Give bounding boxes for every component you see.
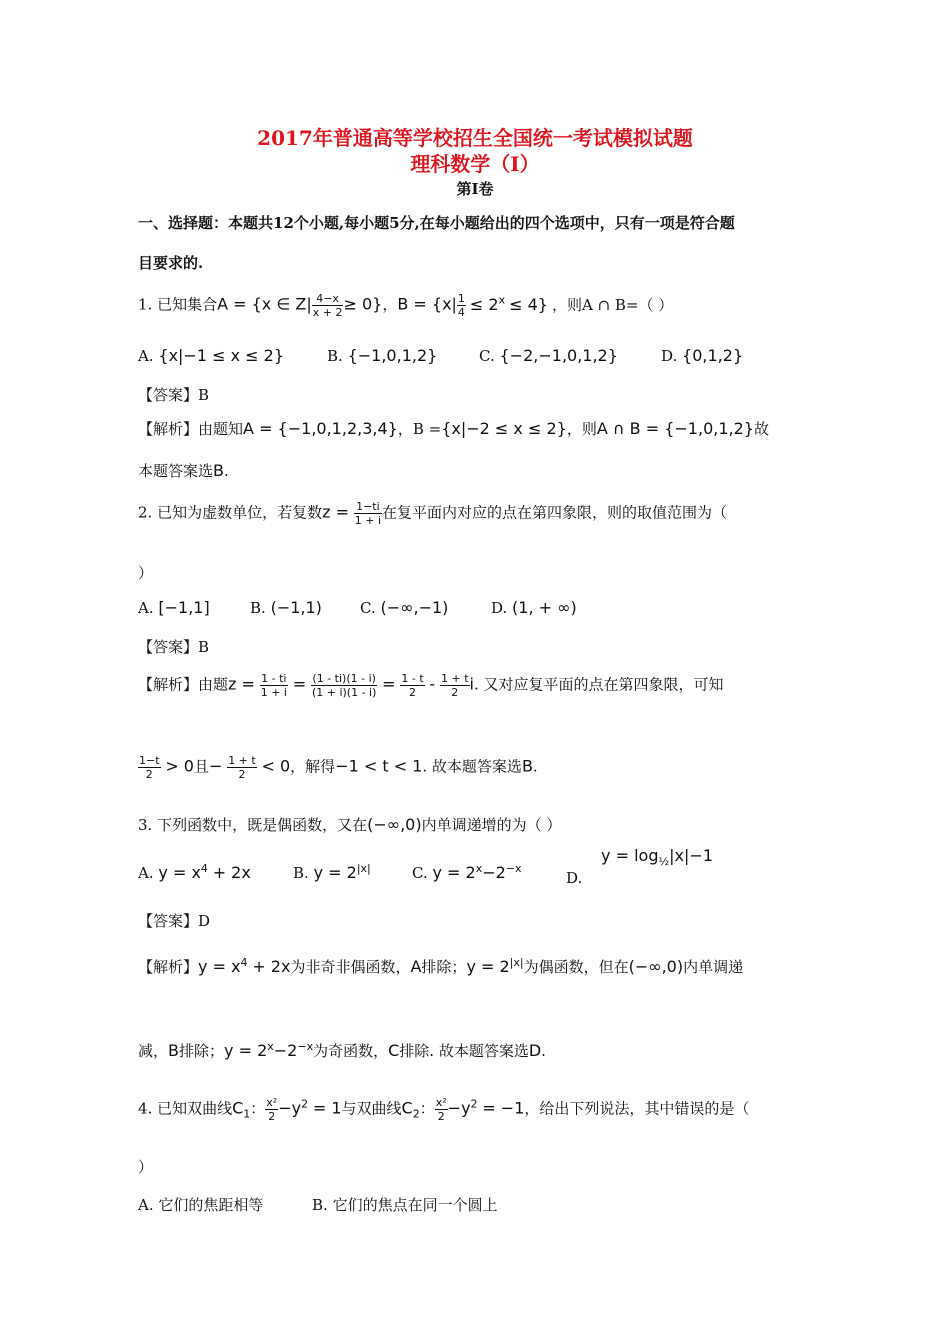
q4-colon-1: ： bbox=[250, 1099, 266, 1118]
q2-l2-range: −1 < t < 1 bbox=[335, 756, 423, 776]
q3-option-c-mid: −2 bbox=[482, 863, 506, 882]
q2-z-denominator: 1 + i bbox=[354, 514, 382, 527]
q2-l2-dot: . bbox=[532, 757, 538, 776]
q4-curve-c1: C bbox=[232, 1098, 244, 1118]
q4-curve-c1-subscript: 1 bbox=[243, 1107, 251, 1121]
q2-stem-text: 2. 已知为虚数单位，若复数 bbox=[138, 503, 323, 522]
q2-option-c-text: (−∞,−1) bbox=[380, 598, 449, 617]
document-title: 2017年普通高等学校招生全国统一考试模拟试题 bbox=[257, 126, 693, 150]
q1-ask: ，则A ∩ B=（ ） bbox=[551, 295, 674, 314]
q3-analysis-fn-a-exponent: 4 bbox=[240, 956, 248, 969]
q2-l2-f1-denominator: 2 bbox=[145, 768, 153, 781]
q2-l2-minus: − bbox=[209, 756, 223, 776]
q1-set-b-exponent: x bbox=[498, 293, 506, 307]
q3-analysis-letter-a: A bbox=[410, 957, 422, 976]
q4-stem-text: 4. 已知双曲线 bbox=[138, 1099, 233, 1118]
q1-set-b-numerator: 1 bbox=[457, 292, 465, 305]
q4-curve-c2: C bbox=[401, 1098, 413, 1118]
q2-l2-and: 且 bbox=[193, 757, 209, 776]
q2-option-b-text: (−1,1) bbox=[270, 598, 322, 617]
q3-l2-text-4: 排除. 故本题答案选 bbox=[399, 1042, 529, 1060]
q2-z: z = bbox=[322, 502, 349, 522]
q3-analysis-fn-b-exponent: |x| bbox=[509, 956, 524, 969]
q3-option-d[interactable] bbox=[566, 846, 713, 887]
q1-analysis-text: 由题知 bbox=[198, 420, 244, 438]
q1-set-b: B = {x| bbox=[397, 294, 457, 314]
q2-analysis-label: 【解析】 bbox=[138, 675, 199, 694]
q1-stem-text: 1. 已知集合 bbox=[138, 295, 218, 314]
q3-analysis-text-a: 为非奇非偶函数， bbox=[290, 958, 411, 976]
q3-option-c-label: C. bbox=[412, 864, 428, 882]
q3-interval: (−∞,0) bbox=[367, 815, 422, 834]
question-3-stem bbox=[138, 814, 561, 835]
q3-l2-exponent-1: x bbox=[267, 1040, 274, 1053]
q1-option-b-text: {−1,0,1,2} bbox=[347, 346, 438, 365]
q2-l2-f1-numerator: 1−t bbox=[139, 754, 160, 767]
q3-analysis-line2 bbox=[138, 1040, 546, 1061]
q2-l2-f2-numerator: 1 + t bbox=[228, 754, 256, 767]
question-4-stem bbox=[138, 1096, 749, 1123]
q2-option-d-text: (1, + ∞) bbox=[512, 598, 577, 617]
q1-analysis-set-a: A = {−1,0,1,2,3,4} bbox=[243, 419, 398, 438]
q3-option-a-base: y = x bbox=[158, 863, 201, 882]
q2-analysis-fraction-1 bbox=[260, 672, 288, 699]
q3-l2-letter-c: C bbox=[388, 1041, 400, 1060]
q2-imaginary-i: i bbox=[469, 674, 474, 694]
q4-stem-close: ） bbox=[138, 1158, 154, 1176]
q1-set-a-denominator: x + 2 bbox=[312, 306, 343, 319]
q2-option-c[interactable] bbox=[360, 598, 448, 617]
q2-f2-denominator: (1 + i)(1 - i) bbox=[311, 686, 377, 699]
q3-l2-exponent-2: −x bbox=[297, 1040, 314, 1053]
q2-minus: - bbox=[429, 674, 436, 694]
q2-f3-numerator: 1 - t bbox=[401, 672, 424, 685]
q2-answer: 【答案】B bbox=[138, 638, 210, 656]
q2-option-b-label: B. bbox=[250, 599, 266, 617]
q1-set-b-fraction bbox=[457, 292, 466, 319]
q1-option-c[interactable] bbox=[479, 346, 618, 365]
q3-l2-dot: . bbox=[541, 1042, 546, 1060]
q1-option-a-text: {x|−1 ≤ x ≤ 2} bbox=[158, 346, 284, 365]
q1-answer: 【答案】B bbox=[138, 386, 210, 404]
q1-analysis-mid: ，B = bbox=[397, 420, 442, 438]
q3-analysis-text-b: 为偶函数，但在 bbox=[523, 958, 629, 976]
q1-analysis-line2-answer: B bbox=[213, 461, 224, 480]
q3-option-d-label: D. bbox=[566, 869, 583, 887]
q4-h1-numerator: x² bbox=[266, 1096, 278, 1109]
q4-h1-exponent: 2 bbox=[301, 1097, 309, 1111]
q3-analysis bbox=[138, 956, 743, 977]
q1-analysis-end: 故 bbox=[753, 420, 769, 438]
q3-option-b-label: B. bbox=[293, 864, 309, 882]
q4-option-a-text: 它们的焦距相等 bbox=[158, 1196, 264, 1214]
q1-set-a-condition: ≥ 0} bbox=[343, 294, 383, 314]
q1-option-b-label: B. bbox=[327, 347, 343, 365]
q2-eq2: = bbox=[382, 674, 396, 694]
q3-analysis-fn-a-tail: + 2x bbox=[252, 957, 291, 976]
q4-colon-2: ： bbox=[419, 1099, 435, 1118]
q1-set-a-numerator: 4−x bbox=[312, 292, 344, 306]
q1-analysis-intersection: A ∩ B = {−1,0,1,2} bbox=[596, 419, 754, 438]
q3-analysis-text-b2: 内单调递 bbox=[683, 958, 744, 976]
q3-analysis-fn-b: y = 2 bbox=[466, 957, 510, 976]
volume-label: 第Ⅰ卷 bbox=[456, 180, 494, 198]
q4-option-b-label: B. bbox=[312, 1196, 328, 1214]
q3-stem-post: 内单调递增的为（ ） bbox=[421, 816, 562, 834]
q1-analysis-line2-text: 本题答案选 bbox=[138, 462, 214, 480]
q3-l2-text-2: 排除； bbox=[179, 1042, 225, 1060]
q1-set-b-end: ≤ 4} bbox=[509, 294, 548, 314]
q3-option-c[interactable] bbox=[412, 862, 522, 882]
q3-option-c-exponent-2: −x bbox=[505, 862, 522, 875]
q4-option-a-label: A. bbox=[138, 1196, 154, 1214]
q2-analysis-line2 bbox=[138, 754, 538, 781]
q2-analysis-fraction-2 bbox=[311, 672, 377, 699]
q3-l2-letter-b: B bbox=[168, 1041, 179, 1060]
q2-l2-lt: < 0 bbox=[261, 756, 291, 776]
q1-analysis-mid2: ，则 bbox=[566, 420, 597, 438]
q2-stem-close: ） bbox=[138, 564, 154, 582]
q3-analysis-interval: (−∞,0) bbox=[628, 957, 684, 976]
q4-h1-fraction bbox=[265, 1096, 278, 1123]
q1-analysis-set-b: {x|−2 ≤ x ≤ 2} bbox=[441, 419, 567, 438]
q1-option-d-text: {0,1,2} bbox=[682, 346, 744, 365]
q1-analysis-label: 【解析】 bbox=[138, 420, 199, 438]
q1-option-c-label: C. bbox=[479, 347, 495, 365]
q2-l2-fraction-1 bbox=[138, 754, 161, 781]
q2-f4-denominator: 2 bbox=[451, 686, 459, 699]
q3-option-b-exponent: |x| bbox=[356, 862, 371, 875]
q3-l2-answer: D bbox=[528, 1041, 542, 1060]
q3-answer: 【答案】D bbox=[138, 912, 211, 930]
q4-option-b[interactable] bbox=[312, 1194, 498, 1215]
q2-option-a-text: [−1,1] bbox=[158, 598, 210, 617]
q2-l2-end: . 故本题答案选 bbox=[422, 757, 522, 776]
q2-f1-denominator: 1 + i bbox=[260, 686, 287, 699]
q4-h2-denominator: 2 bbox=[437, 1110, 445, 1123]
q1-option-c-text: {−2,−1,0,1,2} bbox=[499, 346, 618, 365]
q4-mid-text: 与双曲线 bbox=[341, 1099, 402, 1118]
q2-l2-f2-denominator: 2 bbox=[238, 768, 246, 781]
q2-eq: = bbox=[292, 674, 307, 694]
q3-option-b[interactable] bbox=[293, 862, 371, 882]
q2-z-numerator: 1−ti bbox=[354, 500, 382, 514]
q3-option-d-tail: |x|−1 bbox=[669, 846, 713, 865]
q4-option-a[interactable] bbox=[138, 1194, 263, 1215]
q4-h2-exponent: 2 bbox=[470, 1097, 478, 1111]
q2-analysis-fraction-3 bbox=[400, 672, 424, 699]
question-1-stem bbox=[138, 292, 673, 319]
q3-option-a[interactable] bbox=[138, 862, 251, 882]
q1-option-a-label: A. bbox=[138, 347, 154, 365]
q3-option-c-exponent-1: x bbox=[475, 862, 483, 875]
q3-option-c-base: y = 2 bbox=[432, 863, 476, 882]
q3-l2-text-3: 为奇函数， bbox=[313, 1042, 389, 1060]
q4-stem-post: ，给出下列说法，其中错误的是（ bbox=[524, 1099, 750, 1118]
q1-option-d[interactable] bbox=[661, 346, 743, 365]
q3-option-d-log: y = log bbox=[601, 846, 659, 865]
q2-analysis-z: z = bbox=[228, 674, 255, 694]
q2-l2-fraction-2 bbox=[227, 754, 257, 781]
q3-analysis-label: 【解析】 bbox=[138, 958, 199, 976]
q2-option-d-label: D. bbox=[491, 599, 508, 617]
q3-analysis-text-a2: 排除； bbox=[421, 958, 467, 976]
q3-option-b-base: y = 2 bbox=[313, 863, 357, 882]
q2-l2-gt: > 0 bbox=[165, 756, 194, 776]
q1-comma: ， bbox=[382, 295, 398, 314]
q4-h2-numerator: x² bbox=[435, 1096, 447, 1109]
q4-h2-eq: = −1 bbox=[482, 1098, 525, 1118]
q3-option-a-tail: + 2x bbox=[212, 863, 251, 882]
q1-set-b-condition: ≤ 2 bbox=[469, 294, 499, 314]
q1-set-b-denominator: 4 bbox=[457, 306, 465, 319]
q3-option-d-base: ½ bbox=[658, 855, 670, 868]
q1-option-d-label: D. bbox=[661, 347, 678, 365]
q3-option-a-exponent: 4 bbox=[200, 862, 208, 875]
q2-l2-answer: B bbox=[521, 756, 533, 776]
section-heading-line1: 一、选择题：本题共12个小题,每小题5分,在每小题给出的四个选项中，只有一项是符合题 bbox=[138, 214, 735, 232]
q1-option-a[interactable] bbox=[138, 346, 284, 365]
q2-option-a-label: A. bbox=[138, 599, 154, 617]
q2-analysis bbox=[138, 672, 724, 699]
q2-f1-numerator: 1 - ti bbox=[261, 672, 287, 685]
q4-h2-y: −y bbox=[447, 1098, 471, 1118]
q2-option-b[interactable] bbox=[250, 598, 322, 617]
q4-h1-y: −y bbox=[278, 1098, 302, 1118]
q1-set-a-fraction bbox=[312, 292, 344, 319]
document-subtitle: 理科数学（Ⅰ） bbox=[410, 152, 540, 176]
q2-option-c-label: C. bbox=[360, 599, 376, 617]
q2-analysis-post: . 又对应复平面的点在第四象限，可知 bbox=[473, 675, 724, 694]
section-heading-line2: 目要求的. bbox=[138, 254, 204, 272]
q3-option-a-label: A. bbox=[138, 864, 154, 882]
q2-f3-denominator: 2 bbox=[409, 686, 416, 699]
q2-stem-post: 在复平面内对应的点在第四象限，则的取值范围为（ bbox=[382, 503, 728, 522]
q3-stem-text: 3. 下列函数中，既是偶函数，又在 bbox=[138, 816, 368, 834]
question-2-stem bbox=[138, 500, 727, 527]
q1-analysis bbox=[138, 418, 769, 439]
q1-option-b[interactable] bbox=[327, 346, 437, 365]
q2-option-a[interactable] bbox=[138, 598, 210, 617]
q4-h1-eq: = 1 bbox=[312, 1098, 342, 1118]
q1-analysis-line2 bbox=[138, 460, 229, 481]
q4-h1-denominator: 2 bbox=[268, 1110, 276, 1123]
q2-f4-numerator: 1 + t bbox=[440, 672, 469, 685]
q3-l2-fn-c: y = 2 bbox=[224, 1041, 268, 1060]
q2-f2-numerator: (1 - ti)(1 - i) bbox=[312, 672, 376, 685]
q3-l2-mid: −2 bbox=[273, 1041, 298, 1060]
q3-analysis-fn-a: y = x bbox=[198, 957, 241, 976]
q1-analysis-line2-dot: . bbox=[224, 462, 229, 480]
q4-option-b-text: 它们的焦点在同一个圆上 bbox=[332, 1196, 498, 1214]
q3-l2-text-1: 减， bbox=[138, 1042, 169, 1060]
q2-z-fraction bbox=[354, 500, 382, 527]
q4-h2-fraction bbox=[435, 1096, 448, 1123]
q2-l2-mid: ，解得 bbox=[290, 757, 336, 776]
q1-set-a: A = {x ∈ Z| bbox=[217, 294, 312, 314]
q4-curve-c2-subscript: 2 bbox=[412, 1107, 420, 1121]
q2-analysis-fraction-4 bbox=[440, 672, 470, 699]
q2-analysis-text: 由题 bbox=[198, 675, 229, 694]
q2-option-d[interactable] bbox=[491, 598, 577, 617]
